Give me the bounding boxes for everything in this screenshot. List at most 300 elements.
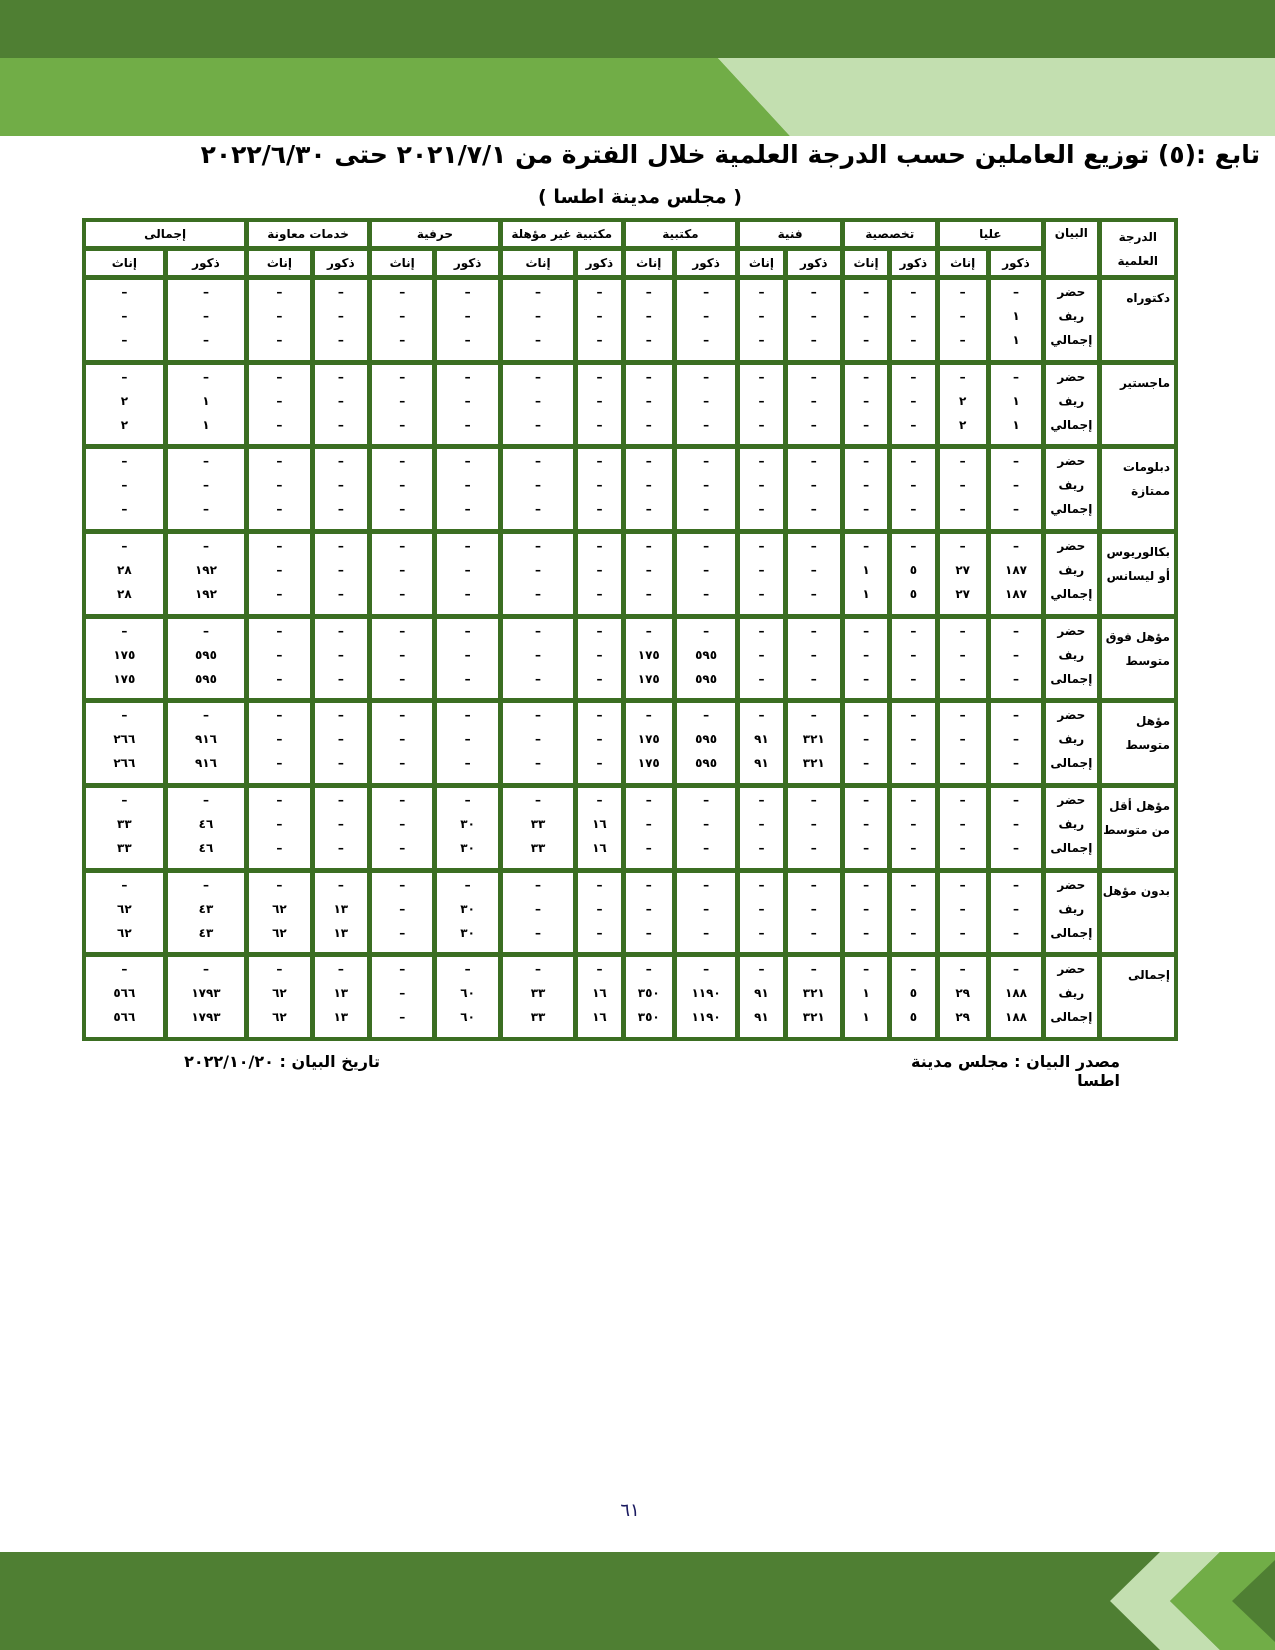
cell-value: – (399, 285, 406, 299)
table-cell (939, 618, 987, 700)
table-cell (502, 956, 574, 1038)
degree-label: ماجستير (1101, 364, 1175, 446)
cell-value: – (959, 647, 966, 662)
sub-header: إناث (939, 250, 987, 276)
table-cell (676, 279, 736, 361)
cell-value: ٣٥٠ (637, 986, 660, 1001)
table-cell (625, 787, 673, 869)
stat-labels (1045, 618, 1097, 700)
cell-value: – (810, 417, 817, 432)
table-cell (248, 448, 310, 530)
table-cell (891, 618, 935, 700)
cell-value: – (276, 586, 283, 601)
sub-header: إناث (371, 250, 433, 276)
cell-value: – (464, 285, 471, 299)
cell-value: – (337, 732, 344, 747)
cell-value: – (1013, 925, 1019, 940)
page-title: تابع :(٥) توزيع العاملين حسب الدرجة العلمية خلال الفترة من ٢٠٢١/٧/١ حتى ٢٠٢٢/٦/٣٠ (200, 140, 1260, 169)
cell-value: ٥٩٥ (695, 732, 718, 747)
table-cell (676, 787, 736, 869)
cell-value: – (596, 901, 603, 916)
cell-value: – (758, 586, 765, 601)
table-cell (939, 956, 987, 1038)
table-row (85, 533, 1175, 615)
cell-value: – (121, 792, 128, 807)
cell-value: – (758, 538, 765, 553)
cell-value: – (276, 285, 283, 299)
cell-value: – (863, 671, 870, 686)
cell-value: – (202, 478, 209, 493)
cell-value: ٥٩٥ (194, 671, 217, 686)
cell-value: – (910, 756, 917, 771)
cell-value: – (703, 333, 710, 347)
stat-label: إجمالى (1050, 756, 1093, 771)
cell-value: – (1013, 708, 1019, 723)
cell-value: – (959, 901, 966, 916)
cell-value: – (596, 309, 603, 323)
cell-value: – (910, 538, 917, 553)
cell-value: – (121, 623, 128, 638)
cell-value: – (596, 333, 603, 347)
cell-value: – (703, 562, 710, 577)
table-cell (739, 448, 783, 530)
cell-value: – (202, 309, 209, 323)
table-row (85, 618, 1175, 700)
cell-value: – (596, 502, 603, 517)
sub-header: ذكور (577, 250, 621, 276)
cell-value: – (703, 925, 710, 940)
cell-value: – (276, 454, 283, 469)
cell-value: – (121, 478, 128, 493)
stat-label: حضر (1057, 792, 1086, 807)
cell-value: – (863, 840, 870, 855)
cell-value: ٦٢ (117, 925, 132, 940)
cell-value: – (910, 417, 917, 432)
cell-value: ٦٠ (460, 1010, 475, 1025)
cell-value: ٣٠ (460, 901, 475, 916)
cell-value: – (863, 877, 870, 892)
cell-value: – (596, 538, 603, 553)
table-cell (314, 279, 368, 361)
cell-value: ٣٠ (460, 925, 475, 940)
cell-value: ٣٠ (460, 816, 475, 831)
cell-value: – (596, 454, 603, 469)
header-degree: الدرجة العلمية (1101, 221, 1175, 276)
table-row (85, 702, 1175, 784)
table-cell (436, 787, 498, 869)
cell-value: – (535, 901, 542, 916)
cell-value: – (535, 925, 542, 940)
table-cell (844, 364, 888, 446)
cell-value: – (758, 309, 765, 323)
table-cell (739, 533, 783, 615)
table-cell (577, 872, 621, 954)
cell-value: – (703, 309, 710, 323)
cell-value: – (464, 877, 471, 892)
table-cell (787, 364, 841, 446)
cell-value: – (337, 816, 344, 831)
cell-value: – (863, 417, 870, 432)
cell-value: – (810, 877, 817, 892)
cell-value: ١٧٩٣ (191, 1010, 221, 1025)
cell-value: – (863, 454, 870, 469)
cell-value: – (645, 840, 652, 855)
cell-value: ٥٦٦ (113, 986, 136, 1001)
stat-label: حضر (1057, 962, 1086, 977)
cell-value: – (703, 285, 710, 299)
cell-value: – (645, 538, 652, 553)
cell-value: ١ (1012, 333, 1020, 347)
cell-value: – (399, 732, 406, 747)
cell-value: – (863, 647, 870, 662)
cell-value: – (276, 647, 283, 662)
cell-value: – (337, 623, 344, 638)
cell-value: ٥٩٥ (695, 756, 718, 771)
cell-value: – (535, 333, 542, 347)
cell-value: – (758, 478, 765, 493)
cell-value: – (464, 309, 471, 323)
cell-value: – (535, 792, 542, 807)
cell-value: – (276, 502, 283, 517)
cell-value: – (276, 877, 283, 892)
cell-value: – (758, 708, 765, 723)
cell-value: – (810, 454, 817, 469)
table-cell (844, 956, 888, 1038)
table-cell (436, 279, 498, 361)
cell-value: – (399, 901, 406, 916)
cell-value: – (276, 369, 283, 384)
cell-value: – (399, 586, 406, 601)
cell-value: – (910, 962, 917, 977)
table-cell (371, 448, 433, 530)
cell-value: – (645, 369, 652, 384)
cell-value: – (863, 369, 870, 384)
cell-value: ١٦ (592, 986, 607, 1001)
cell-value: – (596, 792, 603, 807)
cell-value: – (703, 502, 710, 517)
header-stat: البيان (1045, 221, 1097, 276)
cell-value: – (703, 877, 710, 892)
cell-value: – (337, 502, 344, 517)
cell-value: – (810, 647, 817, 662)
table-cell (990, 448, 1042, 530)
header-decoration (0, 0, 1275, 140)
stat-label: ريف (1058, 647, 1085, 662)
cell-value: – (399, 962, 406, 977)
cell-value: ٥ (909, 586, 918, 601)
cell-value: – (703, 792, 710, 807)
table-cell (990, 533, 1042, 615)
cell-value: ٢٧ (955, 586, 970, 601)
cell-value: – (399, 623, 406, 638)
degree-label: مؤهل متوسط (1101, 702, 1175, 784)
cell-value: – (645, 623, 652, 638)
table-cell (248, 872, 310, 954)
cell-value: – (703, 369, 710, 384)
cell-value: – (863, 623, 870, 638)
cell-value: ٢٩ (955, 1010, 970, 1025)
cell-value: ٦٠ (460, 986, 475, 1001)
cell-value: – (758, 562, 765, 577)
cell-value: – (535, 586, 542, 601)
cell-value: – (337, 454, 344, 469)
cell-value: – (399, 840, 406, 855)
cell-value: ٩١ (754, 1010, 769, 1025)
cell-value: ٥ (909, 562, 918, 577)
cell-value: – (810, 792, 817, 807)
cell-value: – (910, 454, 917, 469)
degree-label: دكتوراه (1101, 279, 1175, 361)
cell-value: ٢٨ (117, 586, 132, 601)
table-cell (787, 533, 841, 615)
cell-value: – (464, 538, 471, 553)
cell-value: ٢٦٦ (113, 732, 136, 747)
cell-value: – (910, 708, 917, 723)
cell-value: – (758, 502, 765, 517)
cell-value: – (399, 671, 406, 686)
cell-value: – (464, 671, 471, 686)
table-cell (787, 872, 841, 954)
table-cell (85, 956, 164, 1038)
cell-value: – (202, 877, 209, 892)
cell-value: – (1013, 623, 1019, 638)
cell-value: ٣٢١ (802, 1010, 825, 1025)
table-cell (939, 364, 987, 446)
cell-value: – (758, 901, 765, 916)
table-cell (939, 872, 987, 954)
stat-label: حضر (1057, 538, 1086, 553)
stat-label: إجمالي (1050, 586, 1093, 601)
table-cell (314, 364, 368, 446)
cell-value: – (596, 647, 603, 662)
cell-value: – (910, 333, 917, 347)
cell-value: – (645, 925, 652, 940)
stat-labels (1045, 956, 1097, 1038)
cell-value: – (535, 309, 542, 323)
cell-value: – (959, 538, 966, 553)
degree-label: مؤهل أقل من متوسط (1101, 787, 1175, 869)
cell-value: ١ (862, 586, 870, 601)
cell-value: – (703, 623, 710, 638)
cell-value: – (959, 333, 966, 347)
sub-header: ذكور (891, 250, 935, 276)
cell-value: – (596, 671, 603, 686)
data-table (82, 218, 1178, 1041)
table-cell (167, 279, 246, 361)
stat-label: إجمالى (1050, 925, 1093, 940)
cell-value: – (910, 732, 917, 747)
cell-value: – (399, 1010, 406, 1025)
cell-value: – (863, 478, 870, 493)
table-cell (502, 872, 574, 954)
table-cell (739, 702, 783, 784)
cell-value: – (910, 502, 917, 517)
table-cell (371, 956, 433, 1038)
cell-value: – (758, 877, 765, 892)
cell-value: ١ (862, 562, 870, 577)
table-cell (891, 956, 935, 1038)
cell-value: – (202, 962, 209, 977)
cell-value: – (535, 732, 542, 747)
cell-value: – (810, 502, 817, 517)
table-cell (891, 364, 935, 446)
cell-value: – (645, 901, 652, 916)
cell-value: – (863, 309, 870, 323)
table-cell (739, 956, 783, 1038)
cell-value: ٣٣ (117, 840, 132, 855)
stat-label: حضر (1057, 877, 1086, 892)
cell-value: – (276, 756, 283, 771)
cell-value: – (337, 671, 344, 686)
table-cell (891, 702, 935, 784)
cell-value: ٣٢١ (802, 732, 825, 747)
cell-value: – (810, 816, 817, 831)
table-cell (844, 787, 888, 869)
table-cell (167, 787, 246, 869)
cell-value: ١١٩٠ (691, 1010, 721, 1025)
cell-value: – (910, 309, 917, 323)
group-header: مكتبية غير مؤهلة (502, 221, 622, 247)
cell-value: – (535, 671, 542, 686)
cell-value: – (758, 925, 765, 940)
table-row (85, 364, 1175, 446)
table-cell (787, 618, 841, 700)
cell-value: – (535, 962, 542, 977)
cell-value: – (810, 369, 817, 384)
cell-value: – (464, 623, 471, 638)
table-cell (625, 364, 673, 446)
table-cell (502, 533, 574, 615)
cell-value: – (535, 623, 542, 638)
table-cell (85, 787, 164, 869)
cell-value: ١٣ (333, 986, 349, 1001)
table-cell (436, 448, 498, 530)
table-cell (371, 872, 433, 954)
cell-value: ٤٣ (198, 901, 214, 916)
cell-value: – (337, 333, 344, 347)
cell-value: – (276, 708, 283, 723)
cell-value: – (337, 792, 344, 807)
cell-value: – (399, 538, 406, 553)
cell-value: ٢ (120, 417, 129, 432)
stat-labels (1045, 448, 1097, 530)
cell-value: – (959, 732, 966, 747)
cell-value: – (758, 962, 765, 977)
cell-value: – (758, 623, 765, 638)
cell-value: ٣٢١ (802, 756, 825, 771)
cell-value: ١٧٥ (113, 647, 136, 662)
cell-value: – (337, 417, 344, 432)
cell-value: ٩١ (754, 732, 769, 747)
cell-value: – (863, 333, 870, 347)
table-cell (248, 956, 310, 1038)
cell-value: – (596, 925, 603, 940)
table-cell (577, 448, 621, 530)
sub-header: إناث (844, 250, 888, 276)
cell-value: – (910, 393, 917, 408)
cell-value: – (863, 756, 870, 771)
cell-value: – (645, 454, 652, 469)
stat-labels (1045, 702, 1097, 784)
table-cell (739, 364, 783, 446)
table-cell (577, 787, 621, 869)
table-cell (676, 533, 736, 615)
cell-value: – (758, 417, 765, 432)
cell-value: – (535, 708, 542, 723)
cell-value: – (810, 925, 817, 940)
cell-value: – (645, 309, 652, 323)
cell-value: ٦٢ (272, 1010, 287, 1025)
cell-value: – (758, 333, 765, 347)
table-cell (676, 618, 736, 700)
cell-value: – (596, 478, 603, 493)
degree-label: مؤهل فوق متوسط (1101, 618, 1175, 700)
cell-value: – (535, 454, 542, 469)
cell-value: – (703, 708, 710, 723)
cell-value: – (645, 586, 652, 601)
cell-value: ١٧٥ (637, 732, 660, 747)
cell-value: – (703, 393, 710, 408)
cell-value: ١٧٥ (637, 647, 660, 662)
stat-label: ريف (1058, 986, 1085, 1001)
cell-value: – (863, 816, 870, 831)
table-cell (787, 702, 841, 784)
sub-header: إناث (502, 250, 574, 276)
cell-value: – (535, 647, 542, 662)
cell-value: – (121, 538, 128, 553)
cell-value: – (399, 925, 406, 940)
stat-label: ريف (1058, 309, 1085, 323)
table-cell (990, 618, 1042, 700)
table-cell (314, 956, 368, 1038)
cell-value: – (464, 333, 471, 347)
cell-value: ١٦ (592, 1010, 607, 1025)
table-cell (436, 872, 498, 954)
table-cell (314, 533, 368, 615)
table-cell (371, 787, 433, 869)
cell-value: – (758, 840, 765, 855)
cell-value: – (399, 369, 406, 384)
table-cell (502, 618, 574, 700)
cell-value: – (399, 562, 406, 577)
table-cell (844, 279, 888, 361)
cell-value: – (596, 877, 603, 892)
cell-value: – (959, 309, 966, 323)
cell-value: – (276, 732, 283, 747)
stat-label: حضر (1057, 369, 1086, 384)
cell-value: ١٧٥ (637, 756, 660, 771)
sub-header: ذكور (167, 250, 246, 276)
cell-value: ١٨٧ (1005, 586, 1027, 601)
table-cell (85, 533, 164, 615)
cell-value: – (202, 454, 209, 469)
cell-value: – (863, 732, 870, 747)
cell-value: – (596, 285, 603, 299)
cell-value: – (535, 502, 542, 517)
table-cell (990, 702, 1042, 784)
cell-value: – (464, 756, 471, 771)
cell-value: ٦٢ (272, 901, 287, 916)
cell-value: – (464, 562, 471, 577)
table-cell (436, 618, 498, 700)
table-cell (891, 787, 935, 869)
cell-value: – (276, 562, 283, 577)
cell-value: – (810, 285, 817, 299)
cell-value: ٣٣ (530, 986, 546, 1001)
cell-value: – (535, 285, 542, 299)
cell-value: – (863, 502, 870, 517)
cell-value: – (535, 417, 542, 432)
